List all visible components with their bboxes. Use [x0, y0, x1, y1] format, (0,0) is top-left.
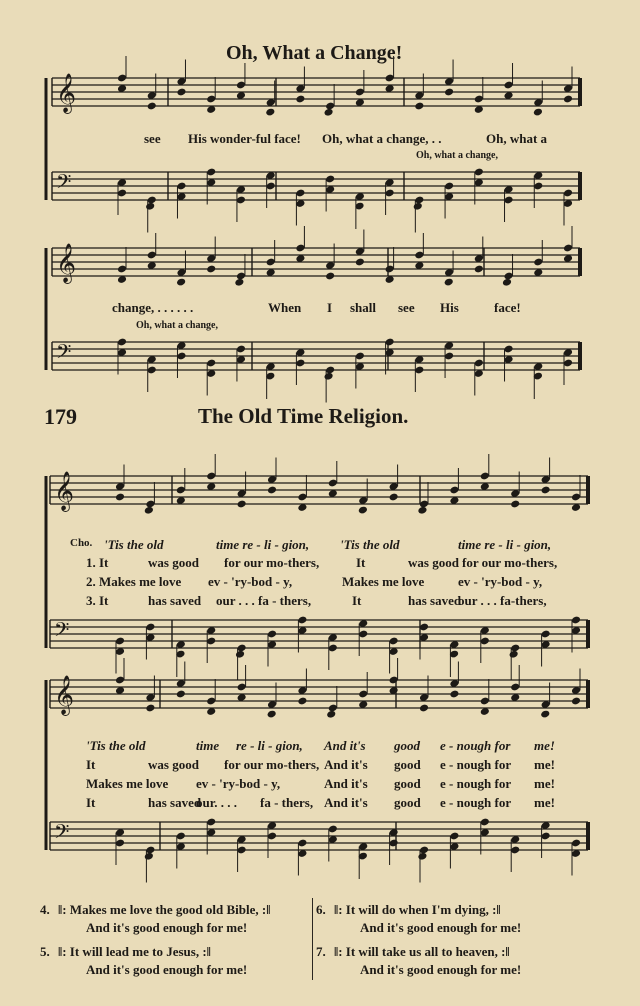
- lyric: e - nough for: [440, 738, 511, 753]
- lyric: time re - li - gion,: [216, 537, 310, 552]
- notehead: [237, 500, 247, 509]
- lyric: good: [394, 757, 421, 772]
- treble-clef-icon: 𝄞: [56, 73, 77, 113]
- bass-clef-icon: 𝄢: [54, 820, 70, 848]
- lyric: was good: [148, 555, 199, 570]
- notehead: [176, 88, 186, 97]
- lyric: I: [327, 300, 333, 315]
- notehead: [358, 506, 368, 515]
- notehead: [324, 372, 334, 381]
- lyric: for our mo-thers,: [224, 757, 320, 772]
- lyric: has saved: [408, 593, 462, 608]
- lyric: e - nough for: [440, 795, 512, 810]
- lyric: It: [86, 795, 96, 810]
- verse-line: And it's good enough for me!: [86, 962, 248, 977]
- notehead: [474, 265, 484, 274]
- notehead: [235, 650, 245, 659]
- verse-line: ‖: Makes me love the good old Bible, :‖: [58, 902, 271, 917]
- lyric: His: [440, 300, 459, 315]
- notehead: [234, 278, 244, 287]
- lyric: was good: [148, 757, 199, 772]
- lyric: 1. It: [86, 555, 109, 570]
- verse-line: And it's good enough for me!: [86, 920, 248, 935]
- lyric: 2. Makes me love: [86, 574, 182, 589]
- lyric: Makes me love: [342, 574, 425, 589]
- lyric: change, . . . . . .: [112, 300, 194, 315]
- lyric: our . . . fa - thers,: [216, 593, 312, 608]
- notehead: [389, 493, 399, 502]
- lyric: our. . . .: [196, 795, 238, 810]
- lyric: It: [86, 757, 96, 772]
- verse-line: And it's good enough for me!: [360, 920, 522, 935]
- notehead: [541, 486, 551, 495]
- bass-clef-icon: 𝄢: [56, 340, 72, 368]
- notehead: [509, 650, 519, 659]
- lyric: fa - thers,: [260, 795, 314, 810]
- lyric: Makes me love: [86, 776, 169, 791]
- lyric: see: [398, 300, 415, 315]
- notehead: [502, 278, 512, 287]
- notehead: [419, 704, 429, 713]
- notehead: [414, 102, 424, 111]
- notehead: [115, 493, 125, 502]
- notehead: [145, 704, 155, 713]
- verse-column-divider: [312, 898, 313, 980]
- lyric: for our mo-thers,: [224, 555, 320, 570]
- hymn-number: 179: [44, 404, 77, 429]
- lyric: Cho.: [70, 537, 93, 549]
- notehead: [417, 506, 427, 515]
- lyric: Oh, what a change, . .: [322, 131, 442, 146]
- lyric: 'Tis the old: [340, 537, 400, 552]
- notehead: [326, 710, 336, 719]
- notehead: [176, 690, 186, 699]
- notehead: [325, 272, 335, 281]
- lyric: Oh, what a: [486, 131, 548, 146]
- lyric: e - nough for: [440, 757, 512, 772]
- song-title: The Old Time Religion.: [198, 404, 409, 428]
- lyric: see: [144, 131, 161, 146]
- lyric: e - nough for: [440, 776, 512, 791]
- notehead: [144, 506, 154, 515]
- lyric: re - li - gion,: [236, 738, 303, 753]
- lyric: me!: [534, 757, 555, 772]
- notehead: [444, 88, 454, 97]
- lyric: has saved: [148, 795, 202, 810]
- notehead: [206, 265, 216, 274]
- lyric: And it's: [324, 757, 368, 772]
- verse-line: ‖: It will take us all to heaven, :‖: [334, 944, 510, 959]
- lyric: me!: [534, 738, 555, 753]
- lyric: His wonder-ful face!: [188, 131, 301, 146]
- notehead: [144, 852, 154, 861]
- verse-number: 6.: [316, 902, 326, 917]
- bass-cue: Oh, what a change,: [136, 320, 218, 331]
- verse-line: ‖: It will lead me to Jesus, :‖: [58, 944, 211, 959]
- notehead: [265, 108, 275, 117]
- notehead: [324, 108, 334, 117]
- notehead: [267, 710, 277, 719]
- notehead: [417, 852, 427, 861]
- notehead: [147, 102, 157, 111]
- lyric: for our mo-thers,: [462, 555, 558, 570]
- bass-clef-icon: 𝄢: [54, 618, 70, 646]
- notehead: [571, 697, 581, 706]
- treble-clef-icon: 𝄞: [56, 243, 77, 283]
- notehead: [413, 202, 423, 211]
- verse-line: ‖: It will do when I'm dying, :‖: [334, 902, 501, 917]
- notehead: [540, 710, 550, 719]
- lyric: 3. It: [86, 593, 109, 608]
- notehead: [297, 697, 307, 706]
- lyric: good: [394, 738, 420, 753]
- notehead: [533, 108, 543, 117]
- lyric: ev - 'ry-bod - y,: [196, 776, 281, 791]
- lyric: ev - 'ry-bod - y,: [458, 574, 543, 589]
- notehead: [449, 690, 459, 699]
- verse-number: 4.: [40, 902, 50, 917]
- lyric: And it's: [324, 795, 368, 810]
- lyric: time: [196, 738, 220, 753]
- notehead: [563, 95, 573, 104]
- notehead: [267, 486, 277, 495]
- lyric: face!: [494, 300, 521, 315]
- lyric: When: [268, 300, 302, 315]
- verse-number: 5.: [40, 944, 50, 959]
- notehead: [145, 202, 155, 211]
- lyric: 'Tis the old: [86, 738, 146, 753]
- notehead: [355, 258, 365, 267]
- lyric: It: [352, 593, 362, 608]
- notehead: [510, 500, 520, 509]
- verse-line: And it's good enough for me!: [360, 962, 522, 977]
- lyric: me!: [534, 795, 555, 810]
- bass-clef-icon: 𝄢: [56, 170, 72, 198]
- lyric: 'Tis the old: [104, 537, 164, 552]
- treble-clef-icon: 𝄞: [54, 675, 75, 715]
- lyric: good: [394, 795, 421, 810]
- treble-clef-icon: 𝄞: [54, 471, 75, 511]
- lyric: has saved: [148, 593, 202, 608]
- lyric: good: [394, 776, 421, 791]
- song-title: Oh, What a Change!: [226, 42, 403, 64]
- verse-number: 7.: [316, 944, 326, 959]
- lyric: ev - 'ry-bod - y,: [208, 574, 293, 589]
- lyric: shall: [350, 300, 377, 315]
- lyric: And it's: [324, 738, 366, 753]
- notehead: [295, 95, 305, 104]
- lyric: And it's: [324, 776, 368, 791]
- lyric: It: [356, 555, 366, 570]
- lyric: our . . . fa-thers,: [458, 593, 547, 608]
- lyric: me!: [534, 776, 555, 791]
- bass-cue: Oh, what a change,: [416, 150, 498, 161]
- lyric: time re - li - gion,: [458, 537, 552, 552]
- notehead: [176, 278, 186, 287]
- notehead: [444, 278, 454, 287]
- lyric: was good: [408, 555, 459, 570]
